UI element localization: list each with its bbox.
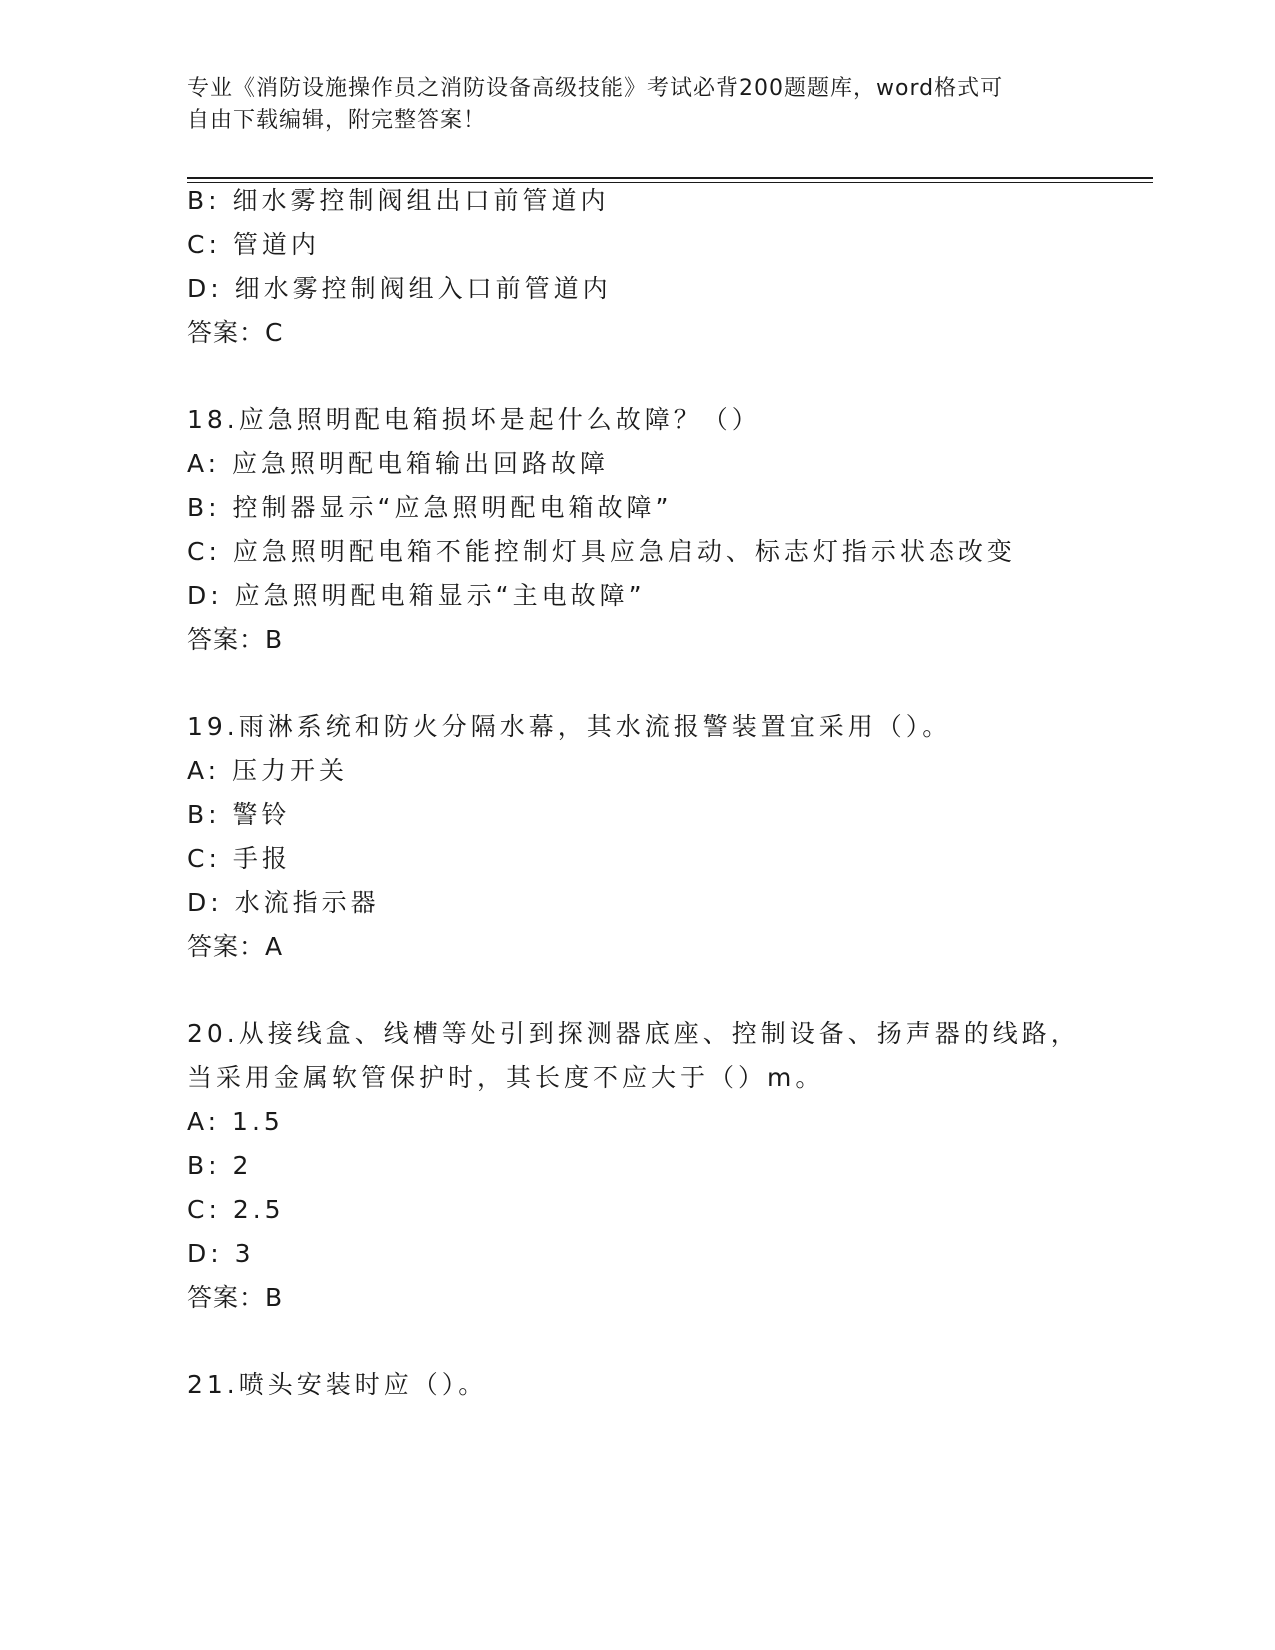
option-a: A: 压力开关	[187, 756, 349, 785]
document-header	[187, 73, 1087, 137]
question-text: 21.喷头安装时应（）。	[187, 1370, 488, 1399]
option-d: D: 细水雾控制阀组入口前管道内	[187, 274, 612, 303]
header-line-1: 专业《消防设施操作员之消防设备高级技能》考试必背200题题库，word格式可	[187, 76, 1004, 101]
option-b: B: 2	[187, 1151, 253, 1180]
option-a: A: 应急照明配电箱输出回路故障	[187, 449, 610, 478]
option-d: D: 应急照明配电箱显示“主电故障”	[187, 581, 646, 610]
option-c: C: 管道内	[187, 230, 320, 259]
option-c: C: 应急照明配电箱不能控制灯具应急启动、标志灯指示状态改变	[187, 537, 1016, 566]
option-c: C: 手报	[187, 844, 291, 873]
question-text-line-2: 当采用金属软管保护时，其长度不应大于（）m。	[187, 1063, 825, 1092]
option-b: B: 警铃	[187, 800, 291, 829]
header-divider-thin	[187, 182, 1153, 183]
option-b: B: 细水雾控制阀组出口前管道内	[187, 186, 610, 215]
option-a: A: 1.5	[187, 1107, 284, 1136]
option-c: C: 2.5	[187, 1195, 285, 1224]
option-b: B: 控制器显示“应急照明配电箱故障”	[187, 493, 673, 522]
answer: 答案：A	[187, 932, 284, 961]
answer: 答案：B	[187, 625, 284, 654]
question-text: 18.应急照明配电箱损坏是起什么故障？（）	[187, 405, 761, 434]
answer: 答案：C	[187, 318, 284, 347]
header-line-2: 自由下载编辑，附完整答案！	[187, 108, 487, 133]
answer: 答案：B	[187, 1283, 284, 1312]
question-text: 19.雨淋系统和防火分隔水幕，其水流报警装置宜采用（）。	[187, 712, 952, 741]
header-divider-thick	[187, 177, 1153, 179]
question-text-line-1: 20.从接线盒、线槽等处引到探测器底座、控制设备、扬声器的线路，	[187, 1019, 1080, 1048]
option-d: D: 3	[187, 1239, 255, 1268]
option-d: D: 水流指示器	[187, 888, 380, 917]
